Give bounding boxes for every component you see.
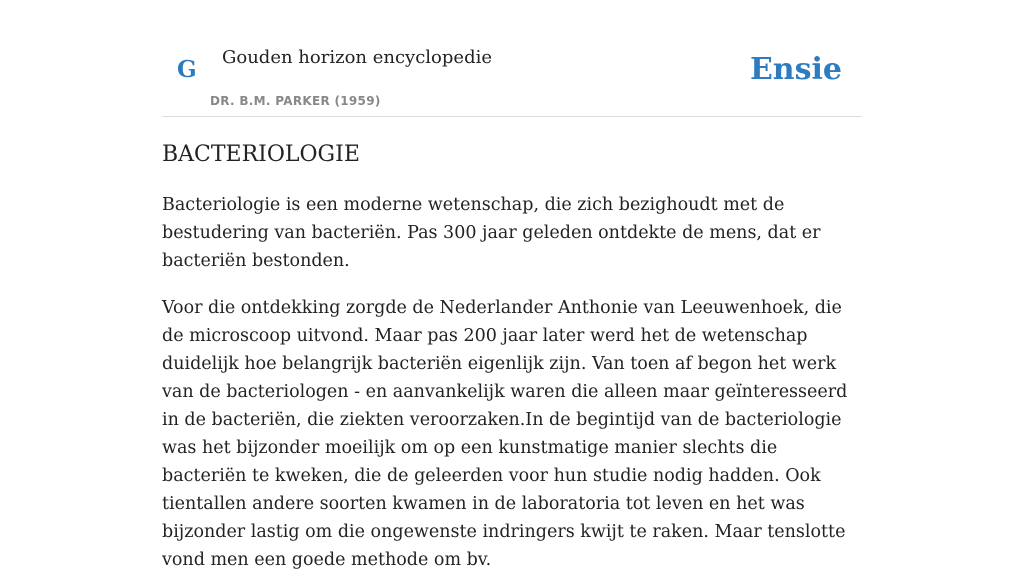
ensie-logo[interactable]: Ensie bbox=[749, 52, 842, 87]
author-label[interactable]: DR. B.M. PARKER (1959) bbox=[210, 94, 381, 108]
header bbox=[162, 0, 862, 117]
article-title: BACTERIOLOGIE bbox=[162, 142, 360, 167]
encyclopedia-logo[interactable]: G bbox=[177, 56, 197, 83]
book-title[interactable]: Gouden horizon encyclopedie bbox=[222, 47, 492, 68]
article-paragraph: Bacteriologie is een moderne wetenschap, die zich bezighoudt met de bestudering van bacteriën. Pas 300 jaar geleden ontdekte de mens, dat er bacteriën bestonden. bbox=[162, 195, 821, 271]
article-paragraph: Voor die ontdekking zorgde de Nederlander Anthonie van Leeuwenhoek, die de microscoop uitvond. Maar pas 200 jaar later werd het de wetenschap duidelijk hoe belangrijk bacteriën eigenlijk zijn. Van toen af begon het werk van de bacteriologen - en aanvankelijk waren die alleen maar geïnteresseerd in de bacteriën, die ziekten veroorzaken.In de begintijd van de bacteriologie was het bijzonder moeilijk om op een kunstmatige manier slechts die bacteriën te kweken, die de geleerden voor hun studie nodig hadden. Ook tientallen andere soorten kwamen in de laboratoria tot leven en het was bijzonder lastig om die ongewenste indringers kwijt te raken. Maar tenslotte vond men een goede methode om bv. bbox=[162, 298, 848, 570]
article bbox=[162, 138, 862, 574]
